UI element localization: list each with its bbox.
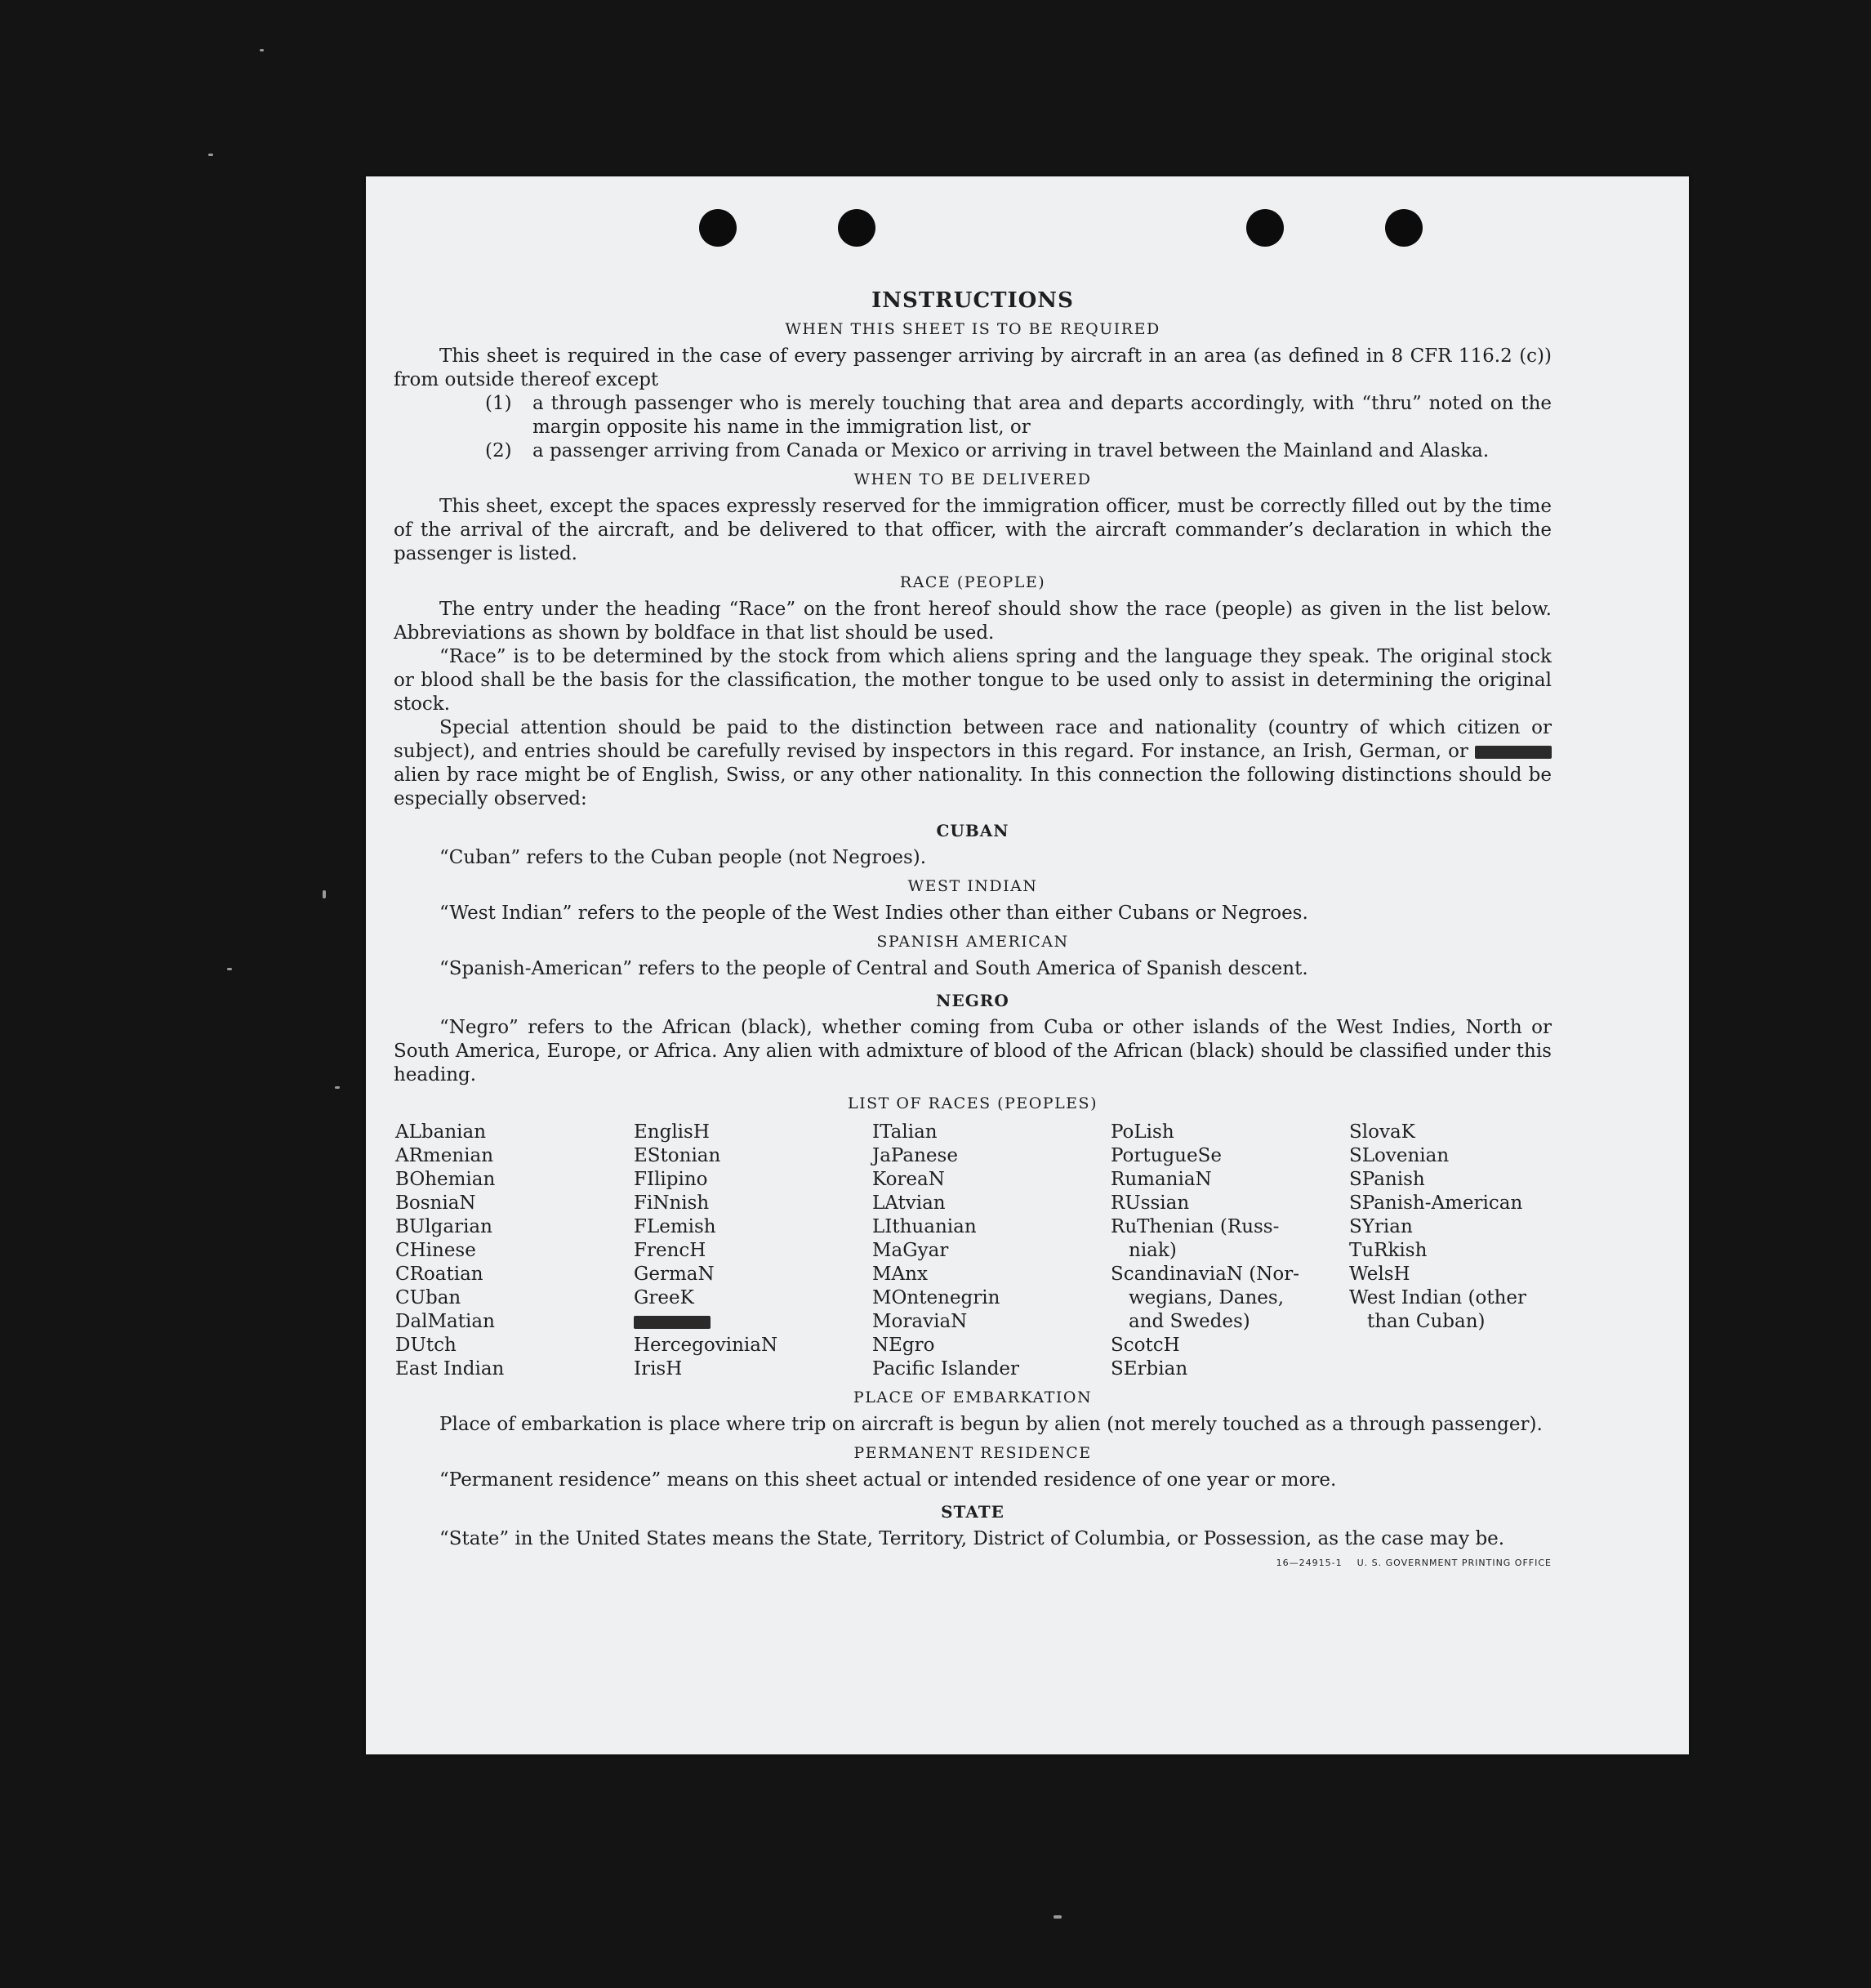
race-entry: FIlipino	[634, 1169, 708, 1190]
race-entry: ScotcH	[1111, 1335, 1180, 1356]
race-entry: wegians, Danes,	[1129, 1287, 1285, 1308]
race-entry: East Indian	[395, 1358, 505, 1380]
race-entry: HercegoviniaN	[634, 1335, 778, 1356]
race-paragraph-2: “Race” is to be determined by the stock from which aliens spring and the language they speak. The original stock or blood shall be the basis for the classification, the mother tongue to be used only to assist in determining the original stock.	[394, 646, 1552, 715]
race-entry: Pacific Islander	[872, 1358, 1020, 1380]
race-entry: SPanish	[1349, 1169, 1425, 1190]
race-entry: ARmenian	[395, 1145, 494, 1166]
punch-hole	[1385, 209, 1423, 247]
embarkation-text: Place of embarkation is place where trip on aircraft is begun by alien (not merely touched as a through passenger).	[439, 1414, 1543, 1435]
punch-hole	[699, 209, 737, 247]
heading-residence: PERMANENT RESIDENCE	[853, 1444, 1092, 1462]
race-entry: SPanish-American	[1349, 1192, 1523, 1214]
heading-state: STATE	[941, 1502, 1005, 1522]
race-entry: SLovenian	[1349, 1145, 1450, 1166]
race-entry: GermaN	[634, 1264, 715, 1285]
redaction-mark	[1475, 746, 1552, 759]
race-entry: LAtvian	[872, 1192, 946, 1214]
heading-embarkation: PLACE OF EMBARKATION	[853, 1388, 1093, 1406]
race-paragraph-3a: Special attention should be paid to the distinction between race and nationality (country of which citizen or subject), and entries should be carefully revised by inspectors in this regard. For instance, an Irish, German, or	[394, 717, 1552, 762]
race-entry: RumaniaN	[1111, 1169, 1212, 1190]
heading-west-indian: WEST INDIAN	[907, 877, 1038, 895]
heading-negro: NEGRO	[936, 991, 1009, 1010]
printer-name: U. S. GOVERNMENT PRINTING OFFICE	[1356, 1558, 1552, 1568]
race-entry: LIthuanian	[872, 1216, 977, 1237]
race-paragraph-3b: alien by race might be of English, Swiss, or any other nationality. In this connection the following distinctions should be especially observed:	[394, 764, 1552, 809]
race-list	[395, 1121, 1552, 1381]
film-speck	[260, 49, 264, 51]
race-entry: MOntenegrin	[872, 1287, 1000, 1308]
race-entry: ALbanian	[395, 1121, 487, 1143]
heading-when-delivered: WHEN TO BE DELIVERED	[853, 470, 1092, 488]
race-entry: CHinese	[395, 1240, 476, 1261]
race-paragraph-3	[394, 716, 1552, 811]
race-entry: PoLish	[1111, 1121, 1174, 1143]
race-entry: ScandinaviaN (Nor-	[1111, 1264, 1299, 1285]
form-code: 16—24915-1	[1276, 1558, 1343, 1568]
heading-when-required: WHEN THIS SHEET IS TO BE REQUIRED	[785, 320, 1160, 338]
race-entry: MAnx	[872, 1264, 928, 1285]
exception-item	[485, 392, 1552, 439]
race-entry: CUban	[395, 1287, 461, 1308]
film-speck	[227, 968, 232, 970]
film-speck	[323, 890, 326, 898]
when-required-intro: This sheet is required in the case of every passenger arriving by aircraft in an area (as defined in 8 CFR 116.2 (c)) from outside thereof except	[394, 345, 1552, 390]
race-entry: FiNnish	[634, 1192, 710, 1214]
race-entry: DUtch	[395, 1335, 457, 1356]
instruction-sheet	[366, 176, 1689, 1754]
race-column	[1111, 1121, 1349, 1381]
cuban-text: “Cuban” refers to the Cuban people (not Negroes).	[439, 847, 927, 868]
race-entry: FLemish	[634, 1216, 716, 1237]
race-entry: CRoatian	[395, 1264, 483, 1285]
west-indian-text: “West Indian” refers to the people of the West Indies other than either Cubans or Negroes.	[439, 903, 1308, 924]
page-title: INSTRUCTIONS	[871, 288, 1074, 313]
race-column	[395, 1121, 634, 1381]
exception-number: (2)	[485, 440, 512, 461]
exception-text: a passenger arriving from Canada or Mexico or arriving in travel between the Mainland and Alaska.	[532, 440, 1490, 461]
race-entry: RuThenian (Russ-	[1111, 1216, 1280, 1237]
race-entry: FrencH	[634, 1240, 706, 1261]
print-footer	[394, 1551, 1552, 1575]
race-entry: SYrian	[1349, 1216, 1413, 1237]
race-entry: EStonian	[634, 1145, 721, 1166]
race-column	[872, 1121, 1111, 1381]
race-entry: KoreaN	[872, 1169, 945, 1190]
redaction-mark	[634, 1316, 711, 1329]
heading-race: RACE (PEOPLE)	[899, 573, 1046, 591]
print-code	[1276, 1551, 1552, 1575]
sheet-content	[394, 289, 1552, 1575]
film-speck	[208, 154, 213, 156]
film-speck	[335, 1086, 340, 1089]
race-entry: BUlgarian	[395, 1216, 492, 1237]
race-paragraph-1: The entry under the heading “Race” on the front hereof should show the race (people) as given in the list below. Abbreviations as shown by boldface in that list should be used.	[394, 599, 1552, 644]
race-entry: SlovaK	[1349, 1121, 1415, 1143]
race-entry: BOhemian	[395, 1169, 496, 1190]
race-entry: West Indian (other	[1349, 1287, 1527, 1308]
film-speck	[1054, 1915, 1062, 1919]
race-entry: NEgro	[872, 1335, 935, 1356]
race-entry: PortugueSe	[1111, 1145, 1222, 1166]
race-entry: DalMatian	[395, 1311, 495, 1332]
race-column	[1349, 1121, 1588, 1381]
race-entry: JaPanese	[872, 1145, 958, 1166]
heading-cuban: CUBAN	[936, 821, 1009, 840]
race-entry: niak)	[1129, 1240, 1177, 1261]
punch-hole	[1246, 209, 1284, 247]
race-entry: MaGyar	[872, 1240, 949, 1261]
exception-number: (1)	[485, 393, 512, 414]
heading-list-of-races: LIST OF RACES (PEOPLES)	[848, 1094, 1098, 1112]
exception-item	[485, 439, 1552, 463]
race-entry: than Cuban)	[1367, 1311, 1486, 1332]
race-entry: BosniaN	[395, 1192, 476, 1214]
state-text: “State” in the United States means the State, Territory, District of Columbia, or Possession, as the case may be.	[439, 1528, 1505, 1549]
race-column	[634, 1121, 872, 1381]
exception-text: a through passenger who is merely touching that area and departs accordingly, with “thru” noted on the margin opposite his name in the immigration list, or	[532, 393, 1552, 438]
race-entry: SErbian	[1111, 1358, 1188, 1380]
race-entry: EnglisH	[634, 1121, 710, 1143]
residence-text: “Permanent residence” means on this sheet actual or intended residence of one year or more.	[439, 1469, 1337, 1491]
negro-text: “Negro” refers to the African (black), whether coming from Cuba or other islands of the West Indies, North or South America, Europe, or Africa. Any alien with admixture of blood of the African (black) should be classified under this heading.	[394, 1017, 1552, 1085]
spanish-american-text: “Spanish-American” refers to the people of Central and South America of Spanish descent.	[439, 958, 1308, 979]
heading-spanish-american: SPANISH AMERICAN	[876, 933, 1069, 951]
race-entry: RUssian	[1111, 1192, 1190, 1214]
race-entry: WelsH	[1349, 1264, 1410, 1285]
race-entry: TuRkish	[1349, 1240, 1428, 1261]
race-entry: IrisH	[634, 1358, 683, 1380]
race-entry: GreeK	[634, 1287, 694, 1308]
when-delivered-text: This sheet, except the spaces expressly reserved for the immigration officer, must be correctly filled out by the time of the arrival of the aircraft, and be delivered to that officer, with the aircraft commander’s declaration in which the passenger is listed.	[394, 496, 1552, 564]
race-entry: MoraviaN	[872, 1311, 968, 1332]
punch-hole	[838, 209, 875, 247]
race-entry: ITalian	[872, 1121, 938, 1143]
race-entry: and Swedes)	[1129, 1311, 1250, 1332]
race-entry-redacted	[634, 1310, 872, 1334]
